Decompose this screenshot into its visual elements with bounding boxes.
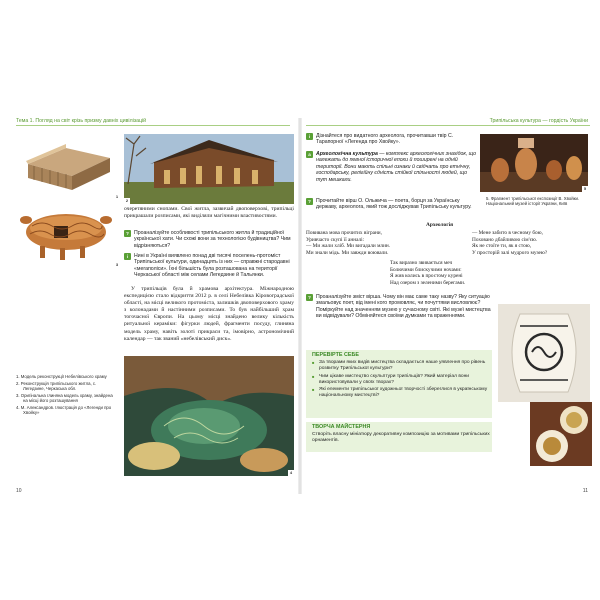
question-text: Проаналізуйте зміст вірша. Чому він має саме таку назву? Яку ситуацію змальовує поет, від імені кого промовляє, чи почуттями висловлює? Поміркуйте над значенням музею у сучасному світі. Які музеї мистецтва ви відвідували? Обміняйтеся своїми думками та враженнями. <box>316 294 491 320</box>
vessel-photo <box>498 304 590 402</box>
check-item: ■ Чим цікаве мистецтво скульптури трипільців? Який матеріал вони використовували у своїх творах? <box>312 374 490 386</box>
museum-photo <box>480 134 588 192</box>
poem-stanza-right: — Мене забито в чесному бою, Поховано дбайливою сім'єю. Як не стоїте ти, як я стою, У просторій залі мудрого музею? <box>472 230 548 256</box>
page-number-right: 11 <box>582 488 588 494</box>
poem-stanza-left: Повивана мова прочитих віграни, Уривчасто скупі її анналі: — Ми жали хліб. Ми вигадали млин. Ми знали мідь. Ми завжди воювали. <box>306 230 391 256</box>
check-yourself-list <box>312 360 490 401</box>
question-box-analysis <box>306 294 492 320</box>
caption-item: 2. Реконструкція трипільського житла, с. Легедзине, Черкаська обл. <box>16 380 97 391</box>
caption-item: 4. М. Александров. Ілюстрація до «Легенди про Хвойку» <box>16 404 112 415</box>
figure-label-4: 4 <box>289 470 293 475</box>
check-item: ■ За творами яких видів мистецтва складається наше уявлення про рівень розвитку Трипільської культури? <box>312 360 490 372</box>
figure-label-3: 3 <box>115 262 119 267</box>
figure-legend-illustration <box>124 356 294 476</box>
header-rule-right <box>306 125 590 126</box>
figure-painted-vessel <box>498 304 590 402</box>
check-yourself-title: ПЕРЕВІРТЕ СЕБЕ <box>312 352 359 358</box>
info-text: Дізнайтеся про видатного археолога, прочитавши твір С. Тарапорної «Легенда про Хвойку». <box>316 133 454 146</box>
question-text: Прочитайте вірш О. Ольжича — поета, борця за Українську державу, археолога, який тож досліджував Трипільську культуру. <box>316 198 472 211</box>
definition-box <box>306 151 476 183</box>
creative-workshop-text: Створіть власну мініатюру декоративну композицію за мотивами трипільських орнаментів. <box>312 432 490 444</box>
body-paragraph: У трипільців була й храмова архітектура. Міжнародною експедицією стало відкриття 2012 р. в селі Небелівка Кіровоградської області, на місці великого протоміста, залишків двоповерхового храму з колонадами й настінними розписами. То був найбільший храм тогочасної Європи. На цьому місці знайдено велику кількість ритуальної кераміки: фігурки людей, фрагменти посуду, глиняна модель храму, навіть золоті прикраси та, імовірно, астрономічний календар — так званий «небелівський диск». <box>124 286 294 342</box>
definition-text <box>316 151 476 183</box>
book-gutter <box>298 118 302 494</box>
figure-embroidery-plates <box>530 402 592 466</box>
definition-term: Археологічна культура <box>316 151 378 157</box>
figure-temple-model <box>14 134 120 200</box>
question-box-dwellings <box>124 230 294 249</box>
info-icon: i <box>124 253 131 260</box>
question-icon: ? <box>124 230 131 237</box>
figure-clay-temple-model <box>14 204 120 268</box>
poem-title: Археологія <box>426 222 454 228</box>
page-number-left: 10 <box>16 488 22 494</box>
definition-body: — комплекс археологічних знахідок, що належать до певної історичної епохи й поширені на одній території. Вони мають спільні ознаки й свідчать про етнічну, господарську, релігійну єдність стійкої спільності людей, що тут мешкали. <box>316 151 476 183</box>
caption-museum: 5. Фрагмент трипільської експозиції В. Хвойки. Національний музей історії України, Київ <box>486 196 580 207</box>
left-captions <box>16 374 116 416</box>
running-head-left: Тема 1. Погляд на світ крізь призму давніх цивілізацій <box>16 118 147 124</box>
info-icon: i <box>306 133 313 140</box>
legend-illustration-image <box>124 356 294 476</box>
question-icon: ? <box>306 294 313 301</box>
figure-label-1: 1 <box>115 194 119 199</box>
question-text: Проаналізуйте особливості трипільського житла й традиційної української хати. Чи схожі вони за технологією будівництва? Чим відрізняються? <box>134 230 291 249</box>
definition-icon: a <box>306 151 313 158</box>
question-box-poem <box>306 198 476 211</box>
left-body-intro <box>124 206 294 221</box>
left-body-temple <box>124 286 294 343</box>
textbook-spread <box>6 118 594 494</box>
clay-model-image <box>14 204 120 268</box>
right-page <box>304 118 594 494</box>
caption-item: 3. Оригінальна глиняна модель храму, знайдена на місці його розташування <box>16 392 113 403</box>
temple-model-image <box>14 134 120 200</box>
figure-label-2: 2 <box>125 198 129 203</box>
creative-workshop-title: ТВОРЧА МАЙСТЕРНЯ <box>312 424 371 430</box>
question-icon: ? <box>306 198 313 205</box>
caption-item: 1. Модель реконструкції Небелівського храму <box>16 374 107 379</box>
dwelling-photo <box>124 134 294 204</box>
body-paragraph: очеретяними снопами. Свої житла, зазвичай двоповерхові, трипільці прикрашали розписами, які виділяли магічними властивостями. <box>124 206 294 220</box>
poem-stanza-center: Так виразно звивається меч Болючими блискучими ночами: Я жив колись в простому курені Над озером з зеленими берегами. <box>390 260 466 286</box>
info-text: Нині в Україні виявлено понад дві тисячі поселень-протоміст Трипільської культури, одинадцять із них — справжні стародавні «мегаполіси». Їхні більшість була розташована на території Черкаської області між селами Легедзине й Тальянки. <box>134 253 290 279</box>
figure-dwelling-reconstruction <box>124 134 294 204</box>
header-rule-left <box>16 125 290 126</box>
info-box-settlements <box>124 253 294 279</box>
info-box-archaeologist <box>306 133 476 146</box>
running-head-right: Трипільська культура — гордість України <box>489 118 588 124</box>
figure-label-5: 5 <box>583 186 587 191</box>
plates-photo <box>530 402 592 466</box>
check-item: ■ Які елементи трипільської художньої творчості збереглися в українському національному мистецтві? <box>312 387 490 399</box>
figure-museum-exhibit <box>480 134 588 192</box>
left-page <box>6 118 296 494</box>
